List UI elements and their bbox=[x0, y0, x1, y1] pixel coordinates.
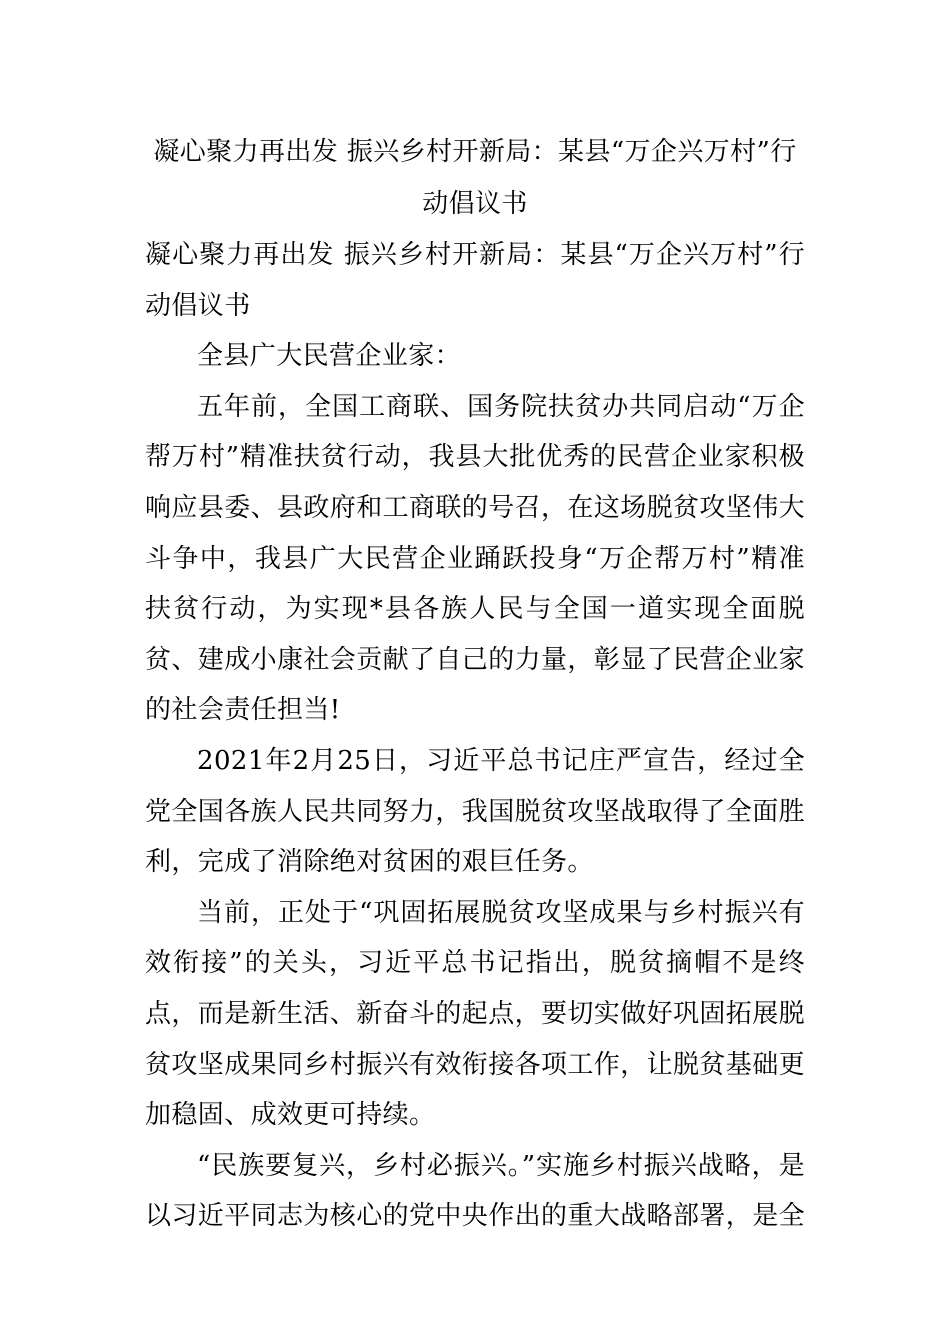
document-title: 凝心聚力再出发 振兴乡村开新局：某县“万企兴万村”行动倡议书 bbox=[153, 137, 797, 219]
document-subtitle: 凝心聚力再出发 振兴乡村开新局：某县“万企兴万村”行动倡议书 bbox=[145, 240, 805, 321]
paragraph-2: 2021年2月25日，习近平总书记庄严宣告，经过全党全国各族人民共同努力，我国脱贫攻坚战取得了全面胜利，完成了消除绝对贫困的艰巨任务。 bbox=[145, 745, 806, 878]
document-body bbox=[145, 230, 805, 1242]
salutation: 全县广大民营企业家： bbox=[197, 341, 462, 372]
paragraph-1: 五年前，全国工商联、国务院扶贫办共同启动“万企帮万村”精准扶贫行动，我县大批优秀的民营企业家积极响应县委、县政府和工商联的号召，在这场脱贫攻坚伟大斗争中，我县广大民营企业踊跃投身“万企帮万村”精准扶贫行动，为实现*县各族人民与全国一道实现全面脱贫、建成小康社会贡献了自己的力量，彰显了民营企业家的社会责任担当! bbox=[145, 391, 806, 726]
paragraph-4: “民族要复兴，乡村必振兴。”实施乡村振兴战略，是以习近平同志为核心的党中央作出的重大战略部署，是全 bbox=[145, 1150, 806, 1232]
paragraph-3: 当前，正处于“巩固拓展脱贫攻坚成果与乡村振兴有效衔接”的关头，习近平总书记指出，脱贫摘帽不是终点，而是新生活、新奋斗的起点，要切实做好巩固拓展脱贫攻坚成果同乡村振兴有效衔接各项工作，让脱贫基础更加稳固、成效更可持续。 bbox=[145, 897, 806, 1131]
